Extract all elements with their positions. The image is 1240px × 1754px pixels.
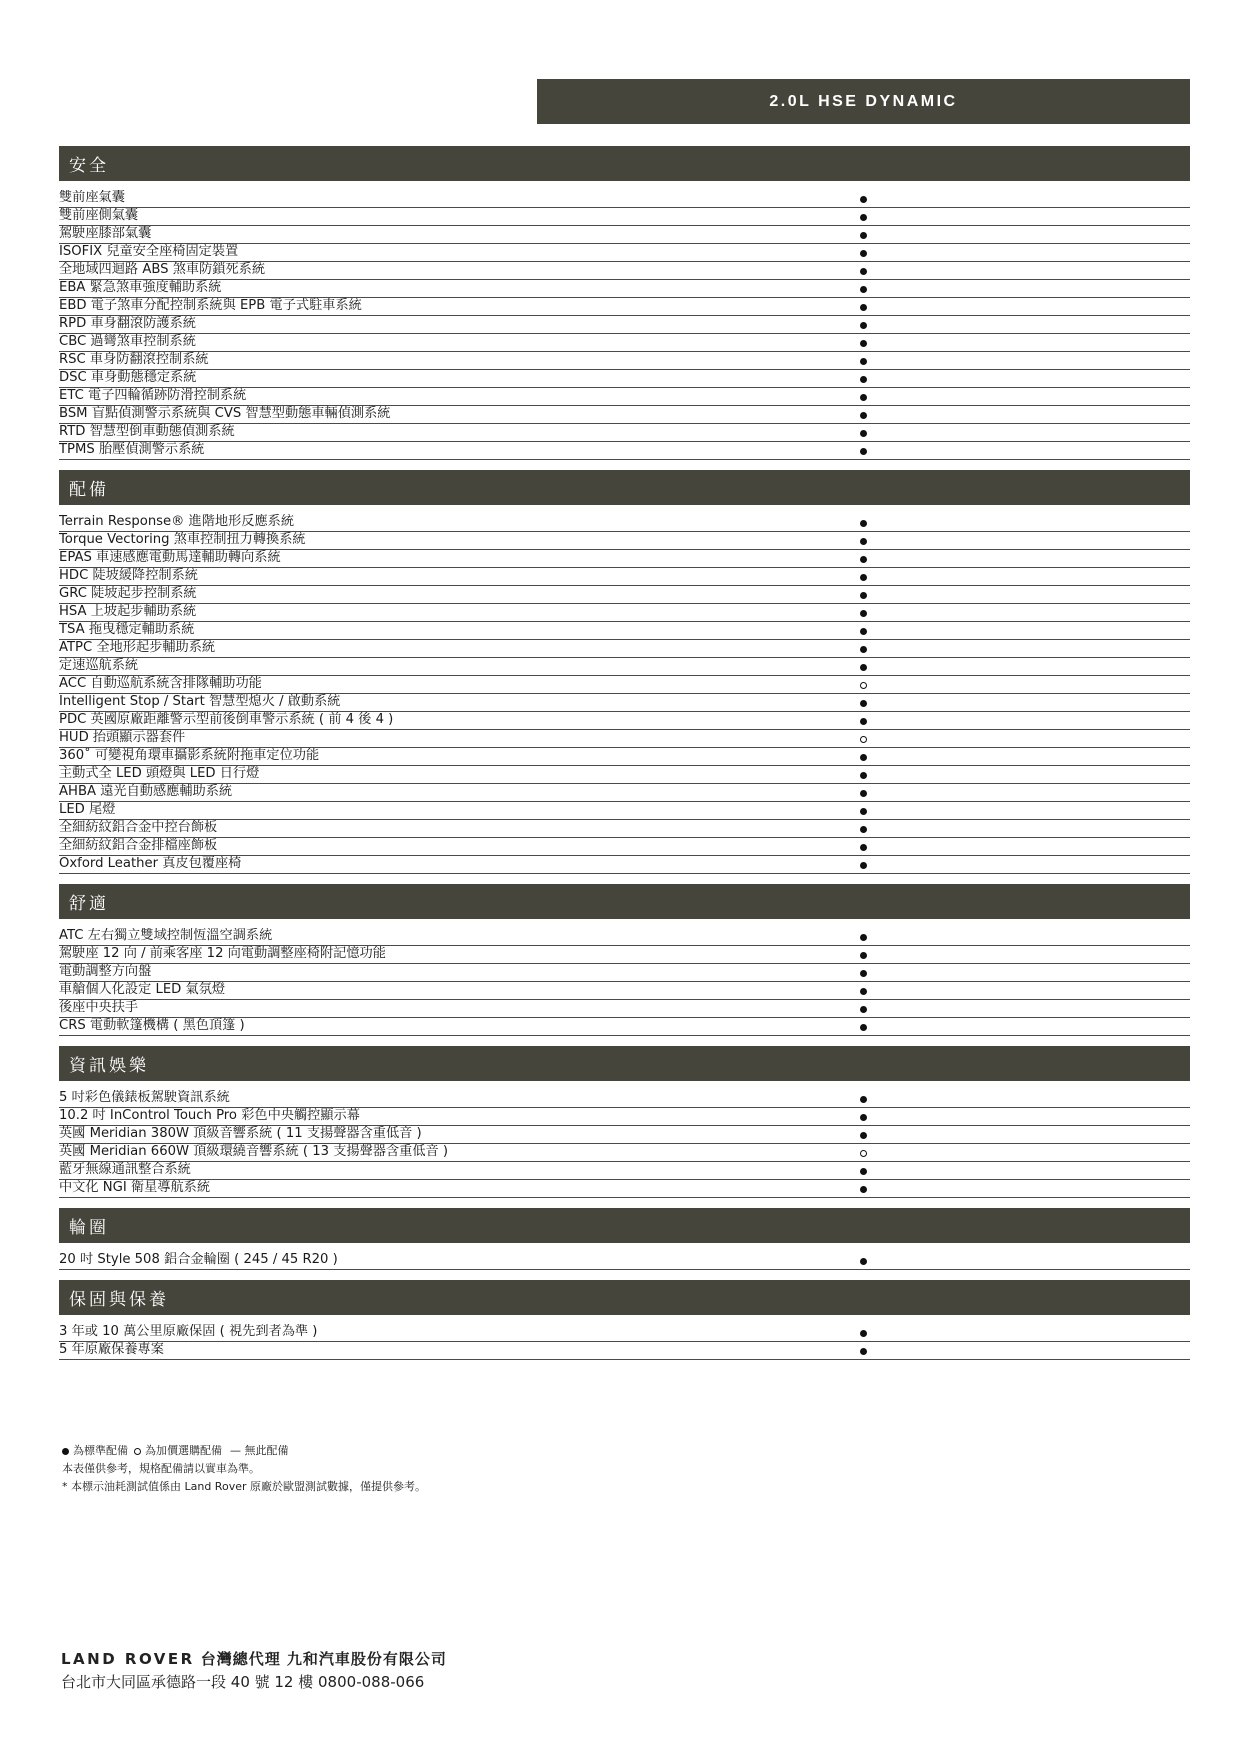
spec-row [59,658,1190,676]
standard-dot-icon [860,412,867,419]
spec-label: CBC 過彎煞車控制系統 [59,334,196,349]
availability-mark [856,803,870,819]
model-header: 2.0L HSE DYNAMIC [537,79,1190,124]
standard-dot-icon [860,1258,867,1265]
spec-row [59,370,1190,388]
standard-dot-icon [860,376,867,383]
spec-row [59,838,1190,856]
optional-circle-icon [860,682,867,689]
availability-mark [856,821,870,837]
availability-mark [856,785,870,801]
standard-dot-icon [860,1114,867,1121]
spec-row [59,352,1190,370]
spec-row [59,622,1190,640]
standard-dot-icon [860,646,867,653]
standard-dot-icon [860,1186,867,1193]
availability-mark [856,299,870,315]
spec-row [59,406,1190,424]
spec-row [59,946,1190,964]
availability-mark [856,569,870,585]
spec-row [59,1126,1190,1144]
section-header: 保固與保養 [59,1280,1190,1315]
section-header: 輪圈 [59,1208,1190,1243]
spec-label: RTD 智慧型倒車動態偵測系統 [59,424,235,439]
spec-label: 駕駛座 12 向 / 前乘客座 12 向電動調整座椅附記憶功能 [59,946,386,961]
availability-mark [856,245,870,261]
spec-row [59,226,1190,244]
legend-optional: 為加價選購配備 [145,1444,222,1457]
spec-row [59,820,1190,838]
standard-dot-icon [62,1448,69,1455]
spec-label: ETC 電子四輪循跡防滑控制系統 [59,388,247,403]
availability-mark [856,1001,870,1017]
spec-label: 全細紡紋鋁合金排檔座飾板 [59,838,218,853]
spec-row [59,928,1190,946]
spec-label: 英國 Meridian 380W 頂級音響系統 ( 11 支揚聲器含重低音 ) [59,1126,422,1141]
spec-row [59,982,1190,1000]
spec-label: ATC 左右獨立雙域控制恆溫空調系統 [59,928,273,943]
standard-dot-icon [860,952,867,959]
availability-mark [856,605,870,621]
availability-mark [856,515,870,531]
standard-dot-icon [860,538,867,545]
spec-row [59,388,1190,406]
spec-row [59,640,1190,658]
spec-row [59,676,1190,694]
availability-mark [856,929,870,945]
fuel-note: * 本標示油耗測試值係由 Land Rover 原廠於歐盟測試數據，僅提供參考。 [62,1480,426,1493]
spec-label: 中文化 NGI 衛星導航系統 [59,1180,211,1195]
spec-label: 主動式全 LED 頭燈與 LED 日行燈 [59,766,260,781]
availability-mark [856,1163,870,1179]
standard-dot-icon [860,862,867,869]
availability-mark [856,641,870,657]
availability-mark [856,425,870,441]
spec-label: 後座中央扶手 [59,1000,139,1015]
standard-dot-icon [860,556,867,563]
spec-label: RPD 車身翻滾防護系統 [59,316,196,331]
spec-row [59,442,1190,460]
availability-mark [856,857,870,873]
spec-label: 定速巡航系統 [59,658,139,673]
section-header: 配備 [59,470,1190,505]
availability-mark [856,533,870,549]
spec-row [59,244,1190,262]
spec-label: ISOFIX 兒童安全座椅固定裝置 [59,244,239,259]
spec-label: DSC 車身動態穩定系統 [59,370,197,385]
availability-mark [856,839,870,855]
spec-row [59,568,1190,586]
availability-mark [856,1091,870,1107]
spec-section [59,470,1190,874]
spec-label: Torque Vectoring 煞車控制扭力轉換系統 [59,532,306,547]
spec-label: 藍牙無線通訊整合系統 [59,1162,191,1177]
spec-label: HUD 抬頭顯示器套件 [59,730,186,745]
spec-row [59,514,1190,532]
availability-mark [856,1253,870,1269]
standard-dot-icon [860,268,867,275]
spec-row [59,1162,1190,1180]
spec-row [59,1018,1190,1036]
spec-row [59,964,1190,982]
spec-label: 英國 Meridian 660W 頂級環繞音響系統 ( 13 支揚聲器含重低音 ) [59,1144,449,1159]
spec-label: BSM 盲點偵測警示系統與 CVS 智慧型動態車輛偵測系統 [59,406,391,421]
spec-label: HDC 陡坡緩降控制系統 [59,568,198,583]
spec-row [59,730,1190,748]
standard-dot-icon [860,970,867,977]
availability-mark [856,965,870,981]
spec-label: 全細紡紋鋁合金中控台飾板 [59,820,218,835]
disclaimer: 本表僅供參考，規格配備請以實車為準。 [62,1462,260,1475]
standard-dot-icon [860,430,867,437]
standard-dot-icon [860,628,867,635]
availability-mark [856,659,870,675]
spec-label: 雙前座側氣囊 [59,208,139,223]
spec-label: TPMS 胎壓偵測警示系統 [59,442,205,457]
availability-mark [856,749,870,765]
spec-label: 5 年原廠保養專案 [59,1342,164,1357]
spec-row [59,1324,1190,1342]
spec-label: 雙前座氣囊 [59,190,125,205]
availability-mark [856,1145,870,1161]
availability-mark [856,209,870,225]
availability-mark [856,677,870,693]
spec-row [59,280,1190,298]
standard-dot-icon [860,340,867,347]
standard-dot-icon [860,1168,867,1175]
availability-mark [856,551,870,567]
standard-dot-icon [860,700,867,707]
spec-row [59,316,1190,334]
spec-label: Terrain Response® 進階地形反應系統 [59,514,295,529]
standard-dot-icon [860,574,867,581]
availability-mark [856,947,870,963]
standard-dot-icon [860,1348,867,1355]
availability-mark [856,1325,870,1341]
spec-label: 10.2 吋 InControl Touch Pro 彩色中央觸控顯示幕 [59,1108,360,1123]
distributor: 台灣總代理 九和汽車股份有限公司 [200,1650,447,1668]
standard-dot-icon [860,250,867,257]
spec-label: 電動調整方向盤 [59,964,152,979]
spec-row [59,1180,1190,1198]
spec-table [59,146,1190,1370]
spec-label: EBD 電子煞車分配控制系統與 EPB 電子式駐車系統 [59,298,362,313]
notes [62,1442,426,1496]
spec-label: 360˚ 可變視角環車攝影系統附拖車定位功能 [59,748,320,763]
spec-row [59,1252,1190,1270]
spec-label: HSA 上坡起步輔助系統 [59,604,197,619]
spec-label: ACC 自動巡航系統含排隊輔助功能 [59,676,262,691]
availability-mark [856,191,870,207]
standard-dot-icon [860,394,867,401]
availability-mark [856,227,870,243]
brand-name: LAND ROVER [61,1650,195,1668]
availability-mark [856,317,870,333]
standard-dot-icon [860,1132,867,1139]
optional-circle-icon [860,736,867,743]
section-header: 安全 [59,146,1190,181]
spec-row [59,190,1190,208]
standard-dot-icon [860,286,867,293]
spec-row [59,856,1190,874]
optional-circle-icon [860,1150,867,1157]
spec-row [59,1000,1190,1018]
spec-label: 3 年或 10 萬公里原廠保固 ( 視先到者為準 ) [59,1324,318,1339]
spec-row [59,586,1190,604]
legend-standard: 為標準配備 [73,1444,128,1457]
spec-label: 駕駛座膝部氣囊 [59,226,152,241]
spec-row [59,712,1190,730]
spec-row [59,802,1190,820]
availability-mark [856,713,870,729]
availability-mark [856,1343,870,1359]
availability-mark [856,1127,870,1143]
section-header: 舒適 [59,884,1190,919]
spec-row [59,424,1190,442]
standard-dot-icon [860,592,867,599]
spec-label: Intelligent Stop / Start 智慧型熄火 / 啟動系統 [59,694,341,709]
availability-mark [856,407,870,423]
spec-section [59,146,1190,460]
spec-row [59,766,1190,784]
spec-row [59,604,1190,622]
spec-row [59,784,1190,802]
legend-none: — 無此配備 [230,1444,289,1457]
standard-dot-icon [860,844,867,851]
spec-row [59,532,1190,550]
spec-label: RSC 車身防翻滾控制系統 [59,352,209,367]
standard-dot-icon [860,1096,867,1103]
spec-label: AHBA 遠光自動感應輔助系統 [59,784,233,799]
spec-row [59,1342,1190,1360]
standard-dot-icon [860,718,867,725]
standard-dot-icon [860,754,867,761]
availability-mark [856,443,870,459]
spec-row [59,1108,1190,1126]
standard-dot-icon [860,934,867,941]
availability-mark [856,335,870,351]
address: 台北市大同區承德路一段 40 號 12 樓 0800-088-066 [61,1673,425,1691]
spec-row [59,262,1190,280]
spec-label: EBA 緊急煞車強度輔助系統 [59,280,222,295]
spec-row [59,298,1190,316]
spec-row [59,334,1190,352]
standard-dot-icon [860,1330,867,1337]
availability-mark [856,263,870,279]
spec-label: 全地域四迴路 ABS 煞車防鎖死系統 [59,262,266,277]
spec-label: EPAS 車速感應電動馬達輔助轉向系統 [59,550,281,565]
spec-label: 車艙個人化設定 LED 氣氛燈 [59,982,226,997]
spec-section [59,1208,1190,1270]
availability-mark [856,1181,870,1197]
standard-dot-icon [860,664,867,671]
standard-dot-icon [860,826,867,833]
legend [62,1442,426,1460]
optional-circle-icon [134,1448,141,1455]
availability-mark [856,389,870,405]
standard-dot-icon [860,988,867,995]
standard-dot-icon [860,358,867,365]
standard-dot-icon [860,610,867,617]
availability-mark [856,695,870,711]
spec-row [59,208,1190,226]
spec-section [59,884,1190,1036]
standard-dot-icon [860,232,867,239]
standard-dot-icon [860,808,867,815]
availability-mark [856,371,870,387]
availability-mark [856,353,870,369]
availability-mark [856,1019,870,1035]
spec-section [59,1280,1190,1360]
spec-label: PDC 英國原廠距離警示型前後倒車警示系統 ( 前 4 後 4 ) [59,712,394,727]
availability-mark [856,767,870,783]
spec-label: TSA 拖曳穩定輔助系統 [59,622,195,637]
standard-dot-icon [860,1024,867,1031]
footer [61,1648,447,1692]
spec-row [59,1090,1190,1108]
spec-row [59,1144,1190,1162]
availability-mark [856,281,870,297]
brand-line [61,1648,447,1669]
availability-mark [856,731,870,747]
standard-dot-icon [860,448,867,455]
availability-mark [856,587,870,603]
standard-dot-icon [860,520,867,527]
standard-dot-icon [860,214,867,221]
spec-row [59,694,1190,712]
availability-mark [856,1109,870,1125]
section-header: 資訊娛樂 [59,1046,1190,1081]
spec-label: Oxford Leather 真皮包覆座椅 [59,856,242,871]
spec-section [59,1046,1190,1198]
standard-dot-icon [860,196,867,203]
standard-dot-icon [860,772,867,779]
spec-label: ATPC 全地形起步輔助系統 [59,640,216,655]
standard-dot-icon [860,1006,867,1013]
standard-dot-icon [860,790,867,797]
spec-label: 20 吋 Style 508 鋁合金輪圈 ( 245 / 45 R20 ) [59,1252,338,1267]
availability-mark [856,983,870,999]
spec-row [59,550,1190,568]
spec-label: CRS 電動軟篷機構 ( 黑色頂篷 ) [59,1018,245,1033]
standard-dot-icon [860,304,867,311]
availability-mark [856,623,870,639]
spec-row [59,748,1190,766]
standard-dot-icon [860,322,867,329]
spec-label: GRC 陡坡起步控制系統 [59,586,197,601]
spec-label: LED 尾燈 [59,802,116,817]
spec-label: 5 吋彩色儀錶板駕駛資訊系統 [59,1090,230,1105]
